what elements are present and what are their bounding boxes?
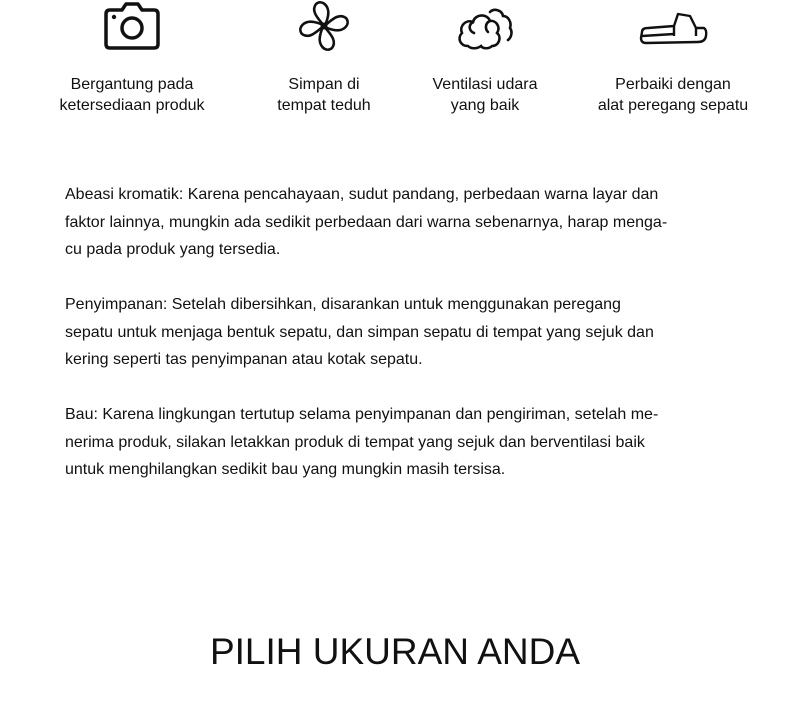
cloud-icon xyxy=(452,0,518,57)
feature-label: Perbaiki dengan alat peregang sepatu xyxy=(597,76,749,114)
size-section-title: PILIH UKURAN ANDA xyxy=(209,631,581,672)
camera-icon xyxy=(102,0,162,57)
feature-label: Bergantung pada ketersediaan produk xyxy=(59,76,205,114)
care-features-row xyxy=(0,0,790,120)
care-notes xyxy=(65,181,755,511)
slipper-icon xyxy=(636,0,710,57)
note-odor: Bau: Karena lingkungan tertutup selama penyimpanan dan pengiriman, setelah me- nerima produk, silakan letakkan produk di tempat yang sejuk dan berventilasi baik untuk menghilangkan sedikit bau yang mungkin masih tersisa. xyxy=(65,406,659,478)
feature-label: Ventilasi udara yang baik xyxy=(432,76,538,114)
fan-icon xyxy=(296,0,352,57)
note-storage: Penyimpanan: Setelah dibersihkan, disarankan untuk menggunakan peregang sepatu untuk menjaga bentuk sepatu, dan simpan sepatu di tempat yang sejuk dan kering seperti tas penyimpanan atau kotak sepatu. xyxy=(65,296,654,368)
feature-label: Simpan di tempat teduh xyxy=(277,76,371,114)
note-color-aberration: Abeasi kromatik: Karena pencahayaan, sudut pandang, perbedaan warna layar dan faktor lainnya, mungkin ada sedikit perbedaan dari warna sebenarnya, harap menga- cu pada produk yang tersedia. xyxy=(65,186,668,258)
